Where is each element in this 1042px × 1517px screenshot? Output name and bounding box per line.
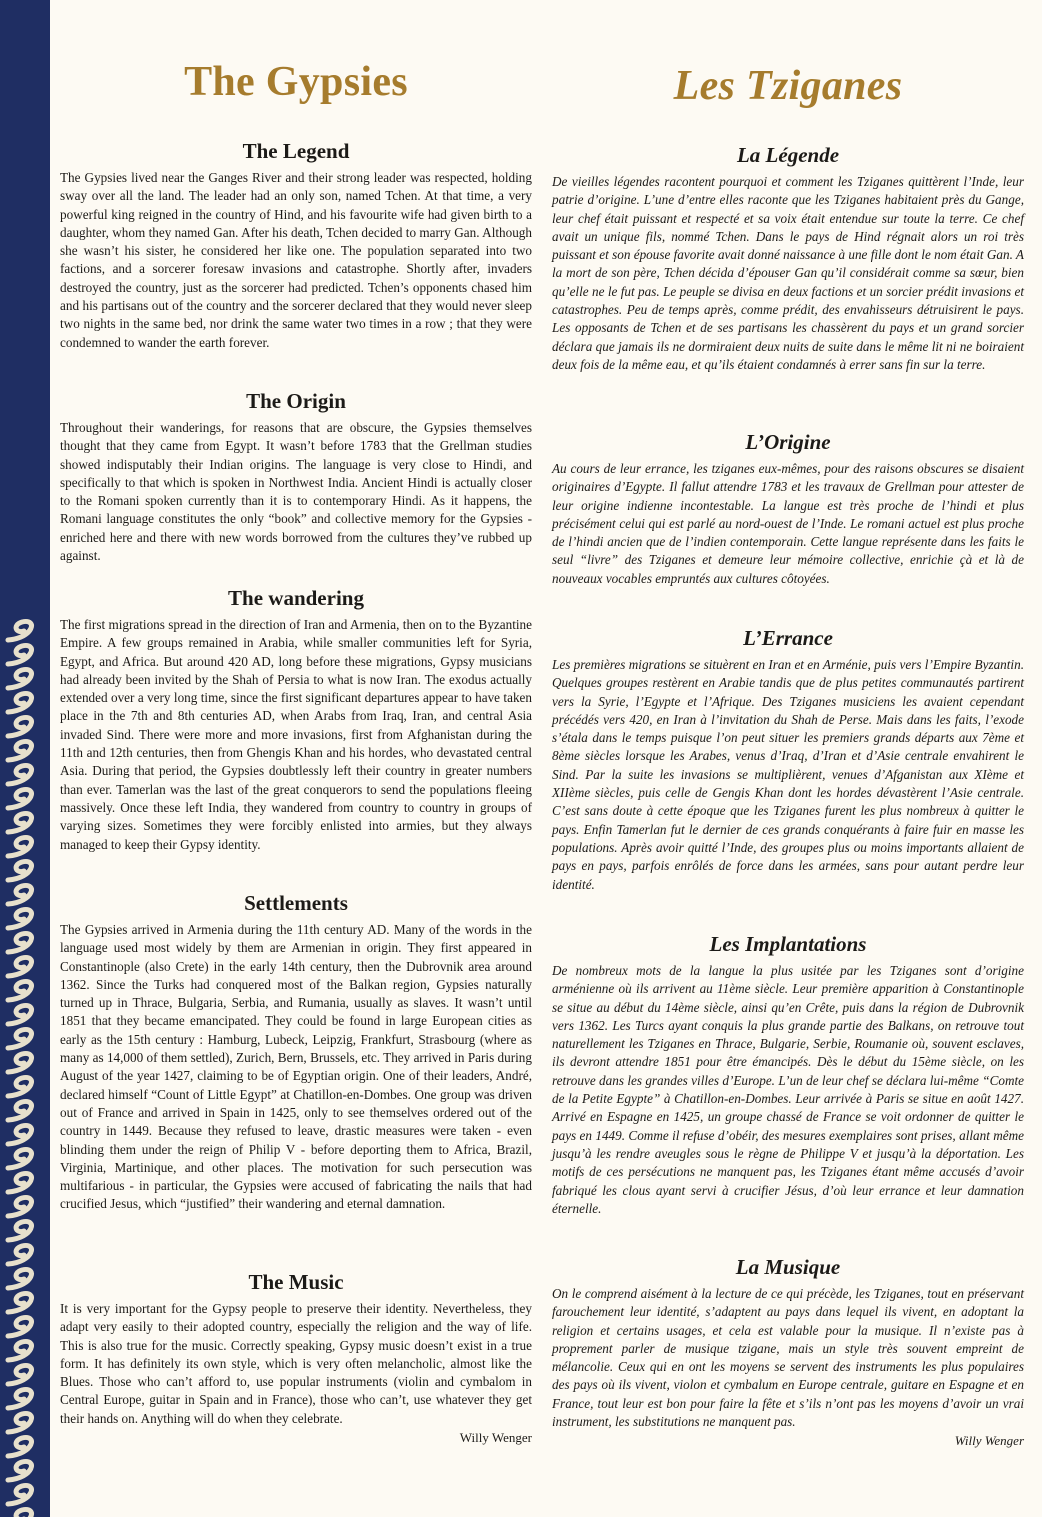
section-heading: La Légende bbox=[736, 143, 840, 167]
english-section-legend bbox=[60, 139, 532, 352]
section-text: The Gypsies arrived in Armenia during the 11th century AD. Many of the words in the language used most widely by them are Armenian in origin. They first appeared in Constantinople (also Crete) in the early 14th century, then the Dubrovnik area around 1362. Since the Turks had conquered most of the Balkan region, Gypsies naturally turned up in Thrace, Bulgaria, Serbia, and Rumania, usually as slaves. It wasn’t until 1851 that they became emancipated. They could be found in large European cities as early as the 15th century : Hamburg, Lubeck, Leipzig, Frankfurt, Strasbourg (where as many as 14,000 of them settled), Zurich, Bern, Brussels, etc. They arrived in Paris during August of the year 1427, claiming to be of Egyptian origin. One of their leaders, André, declared himself “Count of Little Egypt” at Chatillon-en-Dombes. One group was driven out of France and arrived in Spain in 1425, only to see themselves ordered out of the country in 1449. Because they refused to leave, drastic measures were taken - even blinding them under the reign of Philip V - before deporting them to Africa, Brazil, Virginia, Martinique, and other places. The motivation for such persecution was multifarious - in particular, the Gypsies were accused of fabricating the nails that had crucified Jesus, which “justified” their wandering and eternal damnation. bbox=[60, 922, 532, 1212]
section-heading: The Legend bbox=[242, 139, 350, 163]
french-section-errance bbox=[552, 626, 1024, 894]
author-signature: Willy Wenger bbox=[954, 1433, 1024, 1449]
section-text: Throughout their wanderings, for reasons that are obscure, the Gypsies themselves thought that they came from Egypt. It wasn’t before 1783 that the Grellman studies showed indisputably their Indian origins. The language is very close to Hindi, and specifically to that which is spoken in Northwest India. Ancient Hindi is actually closer to the Romani spoken currently than it is to contemporary Hindi. As it happens, the Romani language constitutes the only “book” and collective memory for the Gypsies - enriched here and there with new words borrowed from the cultures they’ve rubbed up against. bbox=[60, 420, 532, 564]
section-text: Les premières migrations se situèrent en Iran et en Arménie, puis vers l’Empire Byzantin. Quelques groupes restèrent en Arabie tandis que de plus petites communautés partirent vers la Syrie, l’Egypte et l’Afrique. Des Tziganes musiciens les avaient cependant précédés vers 420, en Iran à l’invitation du Shah de Perse. Mais dans les faits, l’exode s’étala dans le temps puisque l’on peut situer les premiers grands départs aux 7ème et 8ème siècles lorsque les Arabes, venus d’Iraq, d’Iran et d’Asie centrale envahirent le Sind. Par la suite les invasions se multiplièrent, venues d’Afganistan aux XIème et XIIème siècles, puis celle de Gengis Khan dont les hordes dévastèrent l’Asie centrale. C’est sans doute à cette époque que les Tziganes furent les plus nombreux à quitter le pays. Enfin Tamerlan fut le dernier de ces grands conquérants à faire fuir en masse les populations. Après avoir quitté l’Inde, des groupes plus ou moins importants allaient de pays en pays, parfois enrôlés de force dans les armées, sans pour autant perdre leur identité. bbox=[552, 657, 1024, 892]
section-text: The Gypsies lived near the Ganges River and their strong leader was respected, holding sway over all the land. The leader had an only son, named Tchen. At that time, a very powerful king reigned in the country of Hind, and his favourite wife had given birth to a daughter, whom they named Gan. After his death, Tchen decided to marry Gan. Although she wasn’t his sister, he considered her like one. The population separated into two factions, and a sorcerer foresaw invasions and catastrophe. Shortly after, invaders destroyed the country, just as the sorcerer had predicted. Tchen’s opponents chased him and his partisans out of the country and the sorcerer declared that they would never sleep two nights in the same bed, nor drink the same water two times in a row ; that they were condemned to wander the earth forever. bbox=[60, 170, 532, 350]
section-text: It is very important for the Gypsy people to preserve their identity. Nevertheless, they adapt very easily to their adopted country, especially the religion and the way of life. This is also true for the music. Correctly speaking, Gypsy music doesn’t exist in a true form. It has definitely its own style, which is very often melancholic, almost like the Blues. Those who can’t afford to, use popular instruments (violin and cymbalom in Central Europe, guitar in Spain and in France), those who can’t, use whatever they get their hands on. Anything will do when they celebrate. bbox=[60, 1301, 532, 1426]
section-heading: Settlements bbox=[244, 891, 348, 915]
section-text: De vieilles légendes racontent pourquoi et comment les Tziganes quittèrent l’Inde, leur patrie d’origine. L’une d’entre elles raconte que les Tziganes habitaient près du Gange, leur chef était puissant et respecté et sa voix était entendue sur toute la terre. Ce chef avait un unique fils, nommé Tchen. Dans le pays de Hind régnait alors un roi très puissant et son épouse favorite avait donné naissance à une fille dont le nom était Gan. A la mort de son père, Tchen décida d’épouser Gan qu’il considérait comme sa sœur, bien qu’elle ne le fut pas. Le peuple se divisa en deux factions et un sorcier prédit invasions et catastrophes. Peu de temps après, comme prédit, des envahisseurs détruisirent le pays. Les opposants de Tchen et de ses partisans les chassèrent du pays et un grand sorcier déclara que jamais ils ne dormiraient deux nuits de suite dans le même lit ni ne boiraient deux fois de la même eau, et qu’ils étaient condamnés à errer sans fin sur la terre. bbox=[552, 174, 1024, 372]
french-section-legende bbox=[552, 143, 1024, 374]
decorative-border bbox=[0, 0, 50, 1517]
english-column bbox=[60, 0, 532, 1517]
section-text: On le comprend aisément à la lecture de ce qui précède, les Tziganes, tout en préservant farouchement leur identité, s’adaptent au pays dans lequel ils vivent, en adoptant la religion et certains usages, et cela est valable pour la musique. Il n’existe pas à proprement parler de musique tzigane, mais un style très souvent empreint de mélancolie. Ceux qui en ont les moyens se servent des instruments les plus populaires des pays où ils vivent, violon et cymbalum en Europe centrale, guitare en Espagne et en France, tout leur est bon pour faire la fête et s’ils n’ont pas les moyens d’avoir un vrai instrument, les substitutions ne manquent pas. bbox=[552, 1286, 1024, 1430]
french-section-origine bbox=[552, 430, 1024, 588]
english-section-origin bbox=[60, 389, 532, 565]
french-title: Les Tziganes bbox=[673, 63, 903, 109]
section-text: Au cours de leur errance, les tziganes eux-mêmes, pour des raisons obscures se disaient originaires d’Egypte. Il fallut attendre 1783 et les travaux de Grellman pour attester de leur origine indienne incontestable. La langue est très proche de l’hindi et plus précisément celui qui est parlé au nord-ouest de l’Inde. Le romani actuel est plus proche de l’hindi ancien que de l’indien contemporain. Cette langue représente dans les faits le seul “livre” des Tziganes et demeure leur mémoire collective, enrichie çà et là de nouveaux vocables empruntés aux cultures côtoyées. bbox=[552, 461, 1024, 586]
section-heading: The Music bbox=[248, 1270, 344, 1294]
section-heading: Les Implantations bbox=[709, 932, 867, 956]
section-heading: L’Origine bbox=[745, 430, 831, 454]
section-heading: La Musique bbox=[735, 1255, 841, 1279]
french-section-musique bbox=[552, 1255, 1024, 1449]
section-heading: L’Errance bbox=[743, 626, 833, 650]
swirl-pattern-icon bbox=[0, 0, 50, 1517]
english-section-settlements bbox=[60, 891, 532, 1214]
section-heading: The wandering bbox=[228, 586, 364, 610]
english-section-music bbox=[60, 1270, 532, 1446]
section-text: The first migrations spread in the direction of Iran and Armenia, then on to the Byzantine Empire. A few groups remained in Arabia, while smaller communities left for Syria, Egypt, and Africa. But around 420 AD, long before these migrations, Gypsy musicians had already been invited by the Shah of Persia to what is now Iran. The exodus actually extended over a very long time, since the first significant departures appear to have taken place in the 7th and 8th centuries AD, when Arabs from Iraq, Iran, and central Asia invaded Sind. There were more and more invasions, first from Afghanistan during the 11th and 12th centuries, then from Ghengis Khan and his hordes, who devastated central Asia. During that period, the Gypsies doubtlessly left their country in greater numbers than ever. Tamerlan was the last of the great conquerors to send the populations fleeing massively. Once these left India, they wandered from country to country in groups of varying sizes. Sometimes they were forcibly enlisted into armies, but they always managed to keep their Gypsy identity. bbox=[60, 617, 532, 852]
author-signature: Willy Wenger bbox=[459, 1430, 532, 1446]
page bbox=[50, 0, 1042, 1517]
french-section-implantations bbox=[552, 932, 1024, 1218]
section-text: De nombreux mots de la langue la plus usitée par les Tziganes sont d’origine arménienne où ils arrivent au 11ème siècle. Leur première apparition à Constantinople se situe au début du 14ème siècle, ainsi qu’en Crête, puis dans la région de Dubrovnik vers 1362. Les Turcs ayant conquis la plus grande partie des Balkans, on retrouve tout naturellement les Tziganes en Thrace, Bulgarie, Serbie, Roumanie où, souvent esclaves, ils devront attendre 1851 pour être émancipés. Dès le début du 15ème siècle, on les retrouve dans les grandes villes d’Europe. L’un de leur chef se déclara lui-même “Comte de la Petite Egypte” à Chatillon-en-Dombes. Leur arrivée à Paris se situe en août 1427. Arrivé en Espagne en 1425, un groupe chassé de France se voit ordonner de quitter le pays en 1449. Comme il refuse d’obéir, des mesures exemplaires sont prises, allant même jusqu’à les rendre aveugles sous le règne de Philippe V et jusqu’à la déportation. Les motifs de ces persécutions ne manquent pas, les Tziganes étant même accusés d’avoir fabriqué les clous ayant servi à crucifier Jésus, d’où leur errance et leur damnation éternelle. bbox=[552, 963, 1024, 1216]
section-heading: The Origin bbox=[246, 389, 346, 413]
french-column bbox=[552, 0, 1024, 1517]
english-title: The Gypsies bbox=[184, 59, 408, 105]
english-section-wandering bbox=[60, 586, 532, 854]
